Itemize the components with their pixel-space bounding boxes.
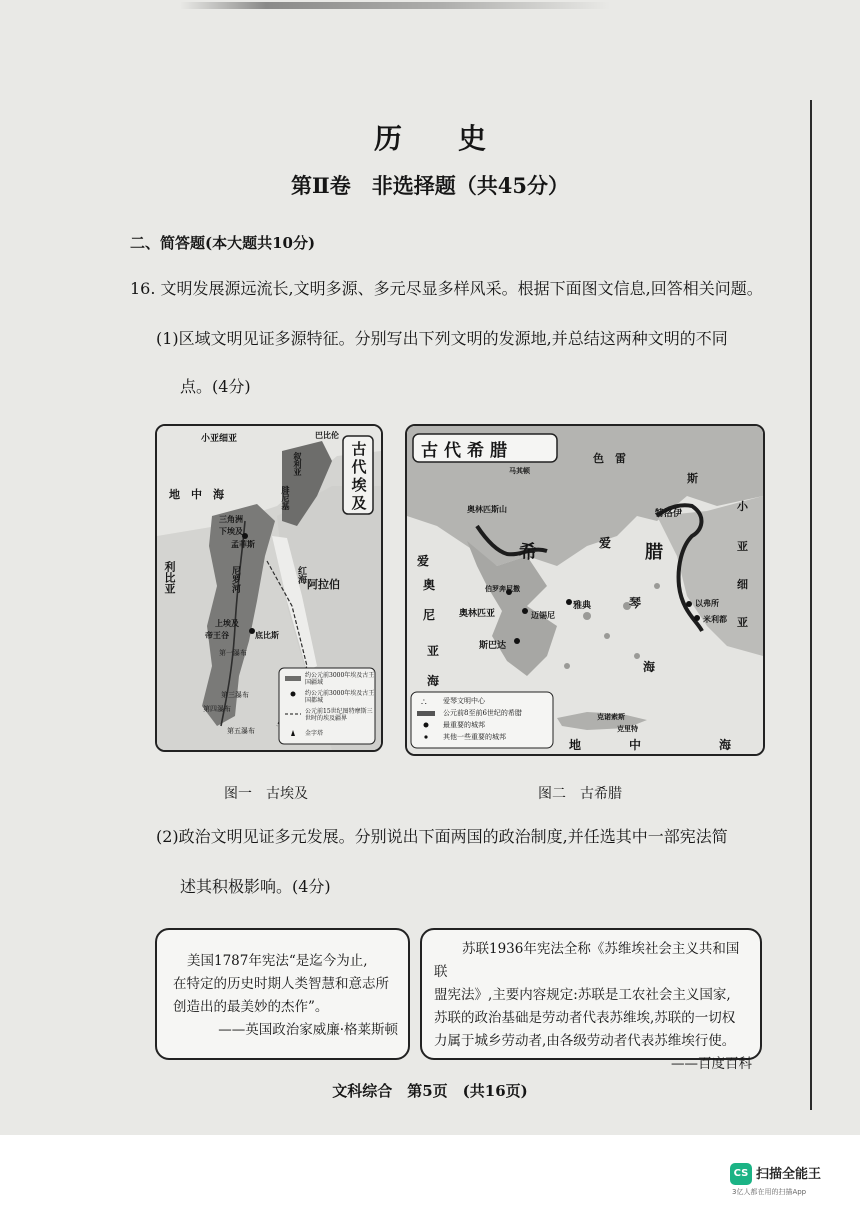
label-macedonia: 马其顿 (509, 466, 530, 475)
label-nile: 尼罗河 (230, 566, 240, 593)
label-crete: 克里特 (617, 724, 638, 733)
legend-pyramid: 金字塔 (305, 730, 324, 737)
figure-2-caption: 图二 古希腊 (538, 786, 622, 802)
legend-major-city: 最重要的城邦 (443, 721, 485, 729)
camscanner-logo-icon: CS (730, 1163, 752, 1185)
quote-line: 盟宪法》,主要内容规定:苏联是工农社会主义国家, (434, 987, 731, 1003)
label-peloponnese: 伯罗奔尼撒 (485, 584, 520, 593)
legend-kingdom: 约公元前3000年埃及古王国疆域 (305, 672, 375, 686)
subject-title: 历史 (373, 122, 542, 155)
label-syria: 叙利亚 (293, 452, 303, 476)
legend-greece: 公元前8至前6世纪的希腊 (443, 709, 522, 717)
part-heading: 二、简答题(本大题共10分) (130, 234, 316, 252)
label-third-cataract: 第三瀑布 (221, 691, 249, 699)
label-ionian-4: 亚 (427, 644, 440, 658)
label-mediterranean-3: 海 (719, 738, 732, 752)
label-knossos: 克诺索斯 (597, 712, 625, 721)
legend-swatch-capital (291, 692, 296, 697)
label-hellas-1: 希 (519, 542, 537, 563)
label-aegean-1: 爱 (599, 536, 612, 550)
quote-attribution: ——英国政治家威廉·格莱斯顿 (218, 1022, 398, 1038)
legend-minor-city: 其他一些重要的城邦 (443, 733, 506, 741)
label-troy: 特洛伊 (655, 509, 683, 519)
label-asia-minor-1: 小 (737, 500, 748, 513)
label-ionian-1: 爱 (417, 554, 430, 568)
label-fifth-cataract: 第五瀑布 (227, 727, 255, 735)
quote-line: 创造出的最美妙的杰作”。 (173, 999, 329, 1015)
quote-line: 苏联的政治基础是劳动者代表苏维埃,苏联的一切权 (434, 1010, 736, 1026)
quote-attribution: ——百度百科 (671, 1056, 752, 1072)
label-aegean-2: 琴 (629, 596, 642, 610)
label-hellas-2: 腊 (645, 542, 663, 563)
label-memphis: 孟菲斯 (231, 539, 255, 549)
legend-swatch-greece (417, 711, 435, 716)
label-babylon: 巴比伦 (315, 430, 339, 440)
quote-us-constitution (155, 928, 410, 1060)
label-upper-egypt: 上埃及 (215, 618, 239, 628)
quote-line: 苏联1936年宪法全称《苏维埃社会主义共和国联 (434, 941, 740, 980)
legend-border: 公元前15世纪图特摩斯三世时的埃及疆界 (305, 708, 373, 722)
label-arabia: 阿拉伯 (307, 578, 340, 591)
label-thrace-end: 斯 (687, 472, 698, 485)
legend-swatch-minor-city (424, 735, 427, 738)
legend-swatch-kingdom (285, 676, 301, 681)
quote-line: 在特定的历史时期人类智慧和意志所 (173, 976, 389, 992)
question-16-part1: (1)区域文明见证多源特征。分别写出下列文明的发源地,并总结这两种文明的不同 (156, 329, 728, 348)
quote-line: 力属于城乡劳动者,由各级劳动者代表苏维埃行使。 (434, 1033, 736, 1049)
label-mediterranean-2: 中 (629, 738, 642, 752)
label-ionian-2: 奥 (423, 578, 436, 592)
map-ancient-egypt (155, 424, 383, 752)
legend-swatch-major-city (424, 723, 429, 728)
map-title: 古代埃及 (351, 440, 367, 512)
label-mediterranean-1: 地 (569, 738, 582, 752)
quote-ussr-constitution (420, 928, 762, 1072)
label-delta: 三角洲 (219, 514, 243, 524)
question-16-intro: 16. 文明发展源远流长,文明多源、多元尽显多样风采。根据下面图文信息,回答相关问题。 (130, 279, 763, 298)
legend-capital: 约公元前3000年埃及古王国都城 (305, 690, 375, 704)
label-ionian-3: 尼 (423, 608, 436, 622)
figure-1-caption: 图一 古埃及 (224, 786, 308, 802)
label-lower-egypt: 下埃及 (219, 526, 243, 536)
legend-symbol-aegean-center: ∴ (421, 698, 427, 708)
label-asia-minor-2: 亚 (737, 540, 748, 553)
label-mediterranean: 地 中 海 (169, 488, 224, 501)
label-sparta: 斯巴达 (479, 641, 507, 651)
label-fourth-cataract: 第四瀑布 (203, 705, 231, 713)
label-aegean-3: 海 (643, 660, 656, 674)
camscanner-name: 扫描全能王 (756, 1167, 822, 1182)
question-16-part2: (2)政治文明见证多元发展。分别说出下面两国的政治制度,并任选其中一部宪法简 (156, 827, 728, 846)
label-valley-of-kings: 帝王谷 (205, 630, 229, 640)
label-mycenae: 迈锡尼 (531, 610, 555, 620)
scan-artifact (180, 2, 610, 9)
label-red-sea: 红海 (296, 566, 306, 584)
label-thrace: 色 雷 (593, 452, 626, 465)
question-16-part1-cont: 点。(4分) (180, 377, 251, 396)
label-ionian-5: 海 (427, 674, 440, 688)
margin-line (810, 100, 812, 1110)
map-ancient-greece (405, 424, 765, 756)
label-olympia: 奥林匹亚 (459, 609, 496, 619)
label-olympus: 奥林匹斯山 (467, 504, 507, 514)
label-ephesus: 以弗所 (695, 598, 719, 608)
quote-line: 美国1787年宪法“是迄今为止, (187, 953, 368, 969)
label-asia-minor: 小亚细亚 (201, 434, 238, 444)
camscanner-tagline: 3亿人都在用的扫描App (732, 1188, 807, 1196)
map-title: 古代希腊 (421, 441, 513, 461)
legend-aegean-center: 爱琴文明中心 (443, 697, 485, 705)
label-athens: 雅典 (573, 601, 592, 611)
page-footer: 文科综合 第5页 (共16页) (332, 1082, 528, 1100)
label-libya: 利比亚 (163, 561, 176, 594)
label-asia-minor-4: 亚 (737, 616, 748, 629)
question-16-part2-cont: 述其积极影响。(4分) (180, 877, 331, 896)
label-miletus: 米利都 (703, 614, 727, 624)
label-thebes: 底比斯 (255, 630, 279, 640)
label-asia-minor-3: 细 (737, 578, 748, 591)
label-first-cataract: 第一瀑布 (219, 649, 247, 657)
label-phoenicia: 腓尼基 (281, 486, 291, 510)
section-title: 第Ⅱ卷 非选择题（共45分） (291, 173, 569, 198)
